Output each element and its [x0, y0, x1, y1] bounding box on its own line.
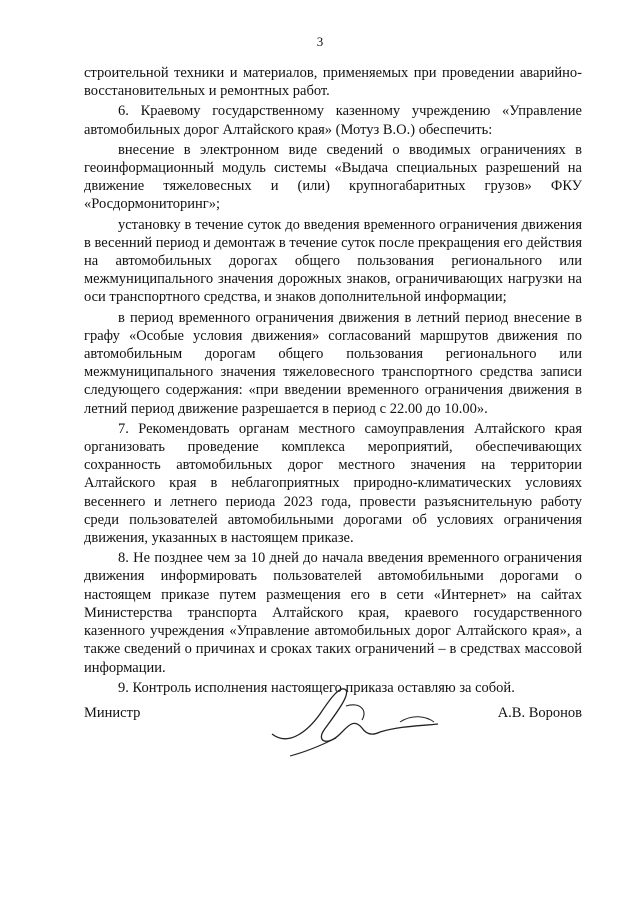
paragraph-continuation: строительной техники и материалов, применяемых при проведении аварийно-восстановительных и ремонтных работ. [84, 65, 582, 100]
paragraph-item-7: 7. Рекомендовать органам местного самоуправления Алтайского края организовать проведение комплекса мероприятий, обеспечивающих сохранность автомобильных дорог местного значения на территории Алтайского края в неблагоприятных природно-климатических условиях весеннего и летнего периода 2023 года, провести разъяснительную работу среди пользователей автомобильными дорогами об условиях ограничения движения, указанных в настоящем приказе. [84, 420, 582, 547]
handwritten-signature [250, 676, 450, 766]
page-number: 3 [316, 34, 324, 49]
paragraph-item-6-summer: в период временного ограничения движения в летний период внесение в графу «Особые условия движения» согласований маршрутов движения по автомобильным дорогам общего пользования регионального или межмуниципального значения тяжеловесного транспортного средства записи следующего содержания: «при введении временного ограничения движения в летний период движение разрешается в период с 22.00 до 10.00». [84, 309, 582, 417]
signer-title: Министр [84, 705, 141, 721]
paragraph-item-8: 8. Не позднее чем за 10 дней до начала введения временного ограничения движения информировать пользователей автомобильными дорогами о настоящем приказе путем размещения его в сети «Интернет» на сайтах Министерства транспорта Алтайского края, краевого государственного казенного учреждения «Управление автомобильных дорог Алтайского края», а также сведений о причинах и сроках таких ограничений – в средствах массовой информации. [84, 550, 582, 676]
signer-name: А.В. Воронов [497, 705, 582, 721]
paragraph-item-9: 9. Контроль исполнения настоящего приказа оставляю за собой. [118, 679, 515, 696]
paragraph-item-6-signs: установку в течение суток до введения временного ограничения движения в весенний период и демонтаж в течение суток после прекращения его действия на автомобильных дорогах общего пользования регионального или межмуниципального значения дорожных знаков, ограничивающих нагрузки на оси транспортного средства, и знаков дополнительной информации; [84, 216, 582, 306]
paragraph-item-6-electronic: внесение в электронном виде сведений о вводимых ограничениях в геоинформационный модуль системы «Выдача специальных разрешений на движение тяжеловесных и (или) крупногабаритных грузов» ФКУ «Росдормониторинг»; [84, 141, 582, 213]
document-body [84, 64, 582, 697]
paragraph-item-6: 6. Краевому государственному казенному учреждению «Управление автомобильных дорог Алтайского края» (Мотуз В.О.) обеспечить: [84, 103, 582, 138]
